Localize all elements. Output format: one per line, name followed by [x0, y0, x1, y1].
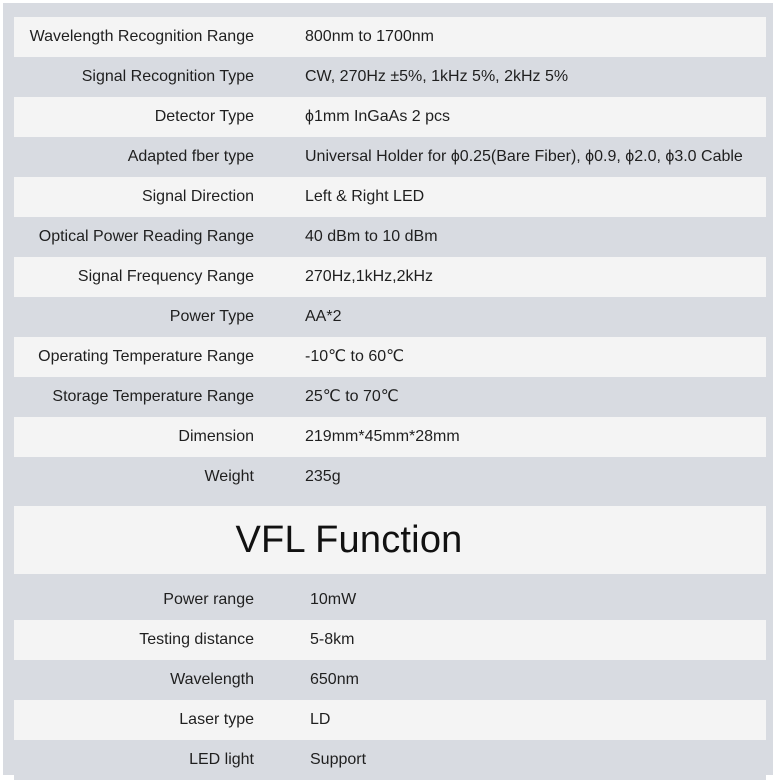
table-row: [14, 97, 766, 137]
table-row: [14, 580, 766, 620]
table-row: [14, 417, 766, 457]
row-value: AA*2: [305, 308, 342, 325]
row-label: Power range: [163, 591, 254, 608]
table-row: [14, 740, 766, 780]
row-label: Weight: [204, 468, 254, 485]
row-value: Support: [310, 751, 367, 768]
table-row: [14, 457, 766, 497]
spec-table: [14, 17, 766, 497]
row-value: Left & Right LED: [305, 188, 425, 205]
row-label: Signal Direction: [141, 188, 254, 205]
spec-sheet: [3, 3, 773, 775]
row-value: 40 dBm to 10 dBm: [305, 228, 438, 245]
row-value: ϕ1mm InGaAs 2 pcs: [305, 108, 451, 125]
row-value: CW, 270Hz ±5%, 1kHz 5%, 2kHz 5%: [305, 68, 569, 85]
row-label: Testing distance: [139, 631, 254, 648]
row-value: Universal Holder for ϕ0.25(Bare Fiber), ϕ0.9, ϕ2.0, ϕ3.0 Cable: [305, 148, 743, 165]
row-value: LD: [310, 711, 331, 728]
table-row: [14, 297, 766, 337]
row-value: -10℃ to 60℃: [305, 348, 405, 365]
table-row: [14, 257, 766, 297]
table-row: [14, 337, 766, 377]
row-label: Laser type: [179, 711, 254, 728]
section-heading: VFL Function: [235, 518, 463, 561]
table-row: [14, 137, 766, 177]
table-row: [14, 377, 766, 417]
row-label: Storage Temperature Range: [52, 388, 254, 405]
row-label: Wavelength: [170, 671, 254, 688]
row-value: 235g: [305, 468, 341, 485]
row-label: LED light: [189, 751, 254, 768]
row-value: 650nm: [310, 671, 359, 688]
row-label: Adapted fber type: [127, 148, 254, 165]
row-label: Dimension: [178, 428, 254, 445]
section-heading-banner: [14, 506, 766, 574]
row-value: 5-8km: [310, 631, 355, 648]
row-label: Optical Power Reading Range: [38, 228, 254, 245]
row-label: Detector Type: [154, 108, 254, 125]
table-row: [14, 660, 766, 700]
table-row: [14, 177, 766, 217]
row-label: Operating Temperature Range: [38, 348, 254, 365]
row-label: Signal Recognition Type: [81, 68, 254, 85]
row-label: Wavelength Recognition Range: [29, 28, 254, 45]
row-label: Signal Frequency Range: [77, 268, 254, 285]
row-value: 10mW: [310, 591, 357, 608]
table-row: [14, 57, 766, 97]
table-row: [14, 700, 766, 740]
row-value: 219mm*45mm*28mm: [305, 428, 460, 445]
row-value: 25℃ to 70℃: [305, 388, 399, 405]
table-row: [14, 217, 766, 257]
vfl-table: [14, 580, 766, 780]
row-label: Power Type: [169, 308, 254, 325]
table-row: [14, 620, 766, 660]
row-value: 270Hz,1kHz,2kHz: [305, 268, 434, 285]
table-row: [14, 17, 766, 57]
row-value: 800nm to 1700nm: [305, 28, 434, 45]
